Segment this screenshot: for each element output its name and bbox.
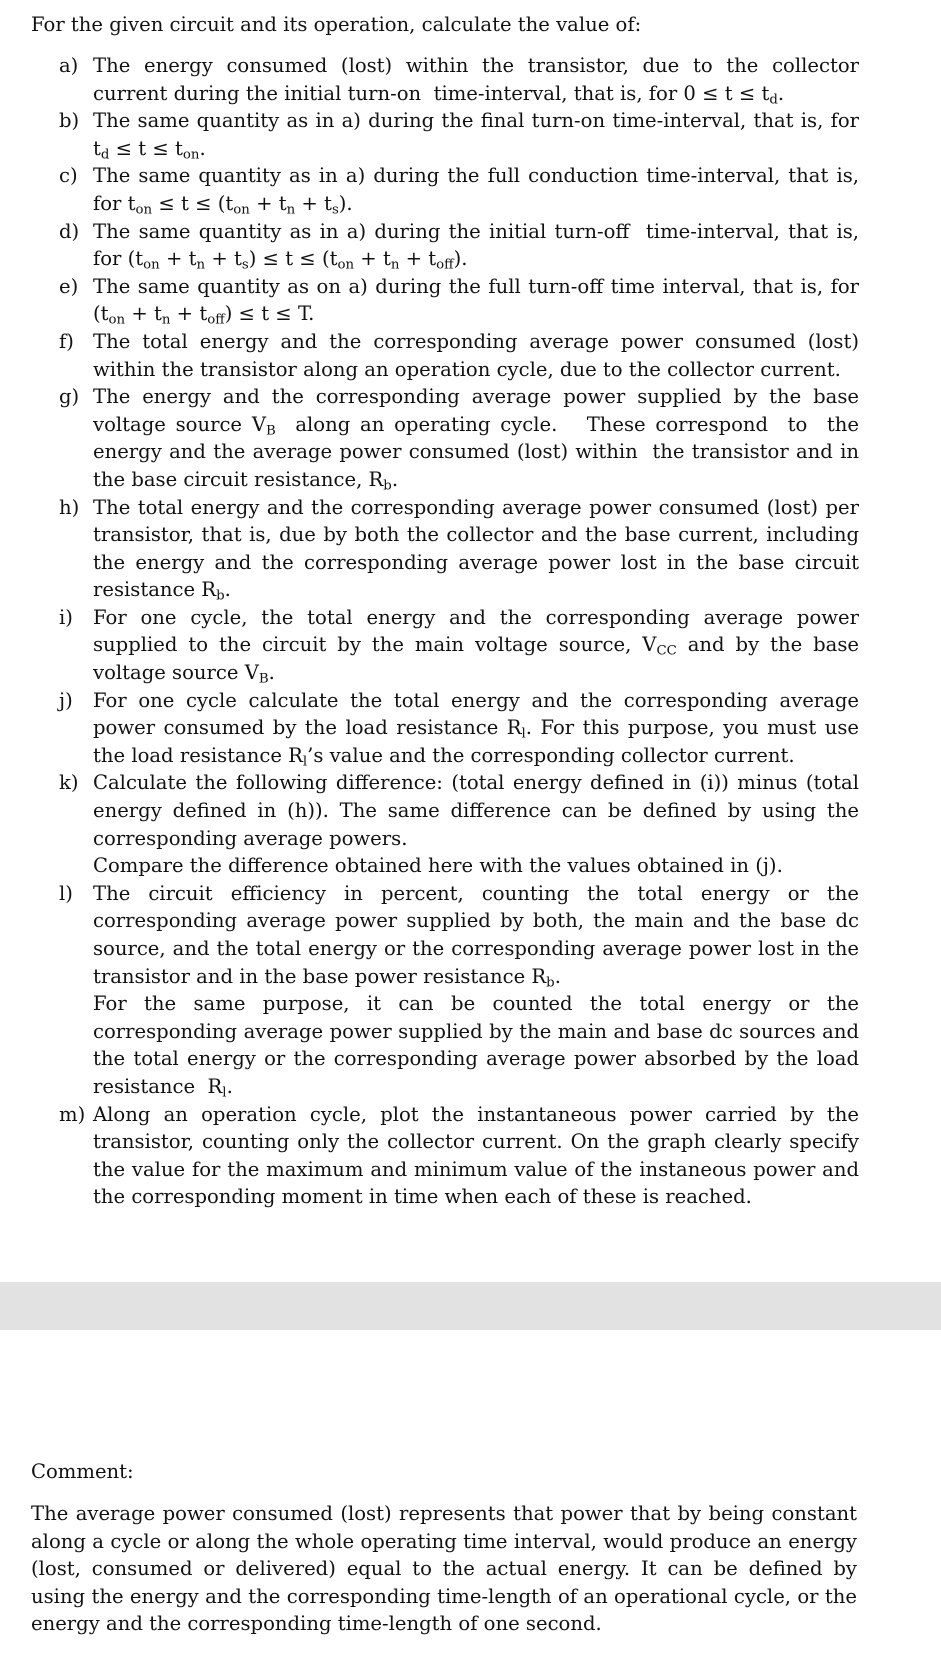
question-followup-text: For the same purpose, it can be counted the total energy or the corresponding average power supplied by the main and base dc sources and the total energy or the corresponding average power absorbed by the load resistance $R_l$. (93, 992, 859, 1101)
question-text: Along an operation cycle, plot the instantaneous power carried by the transistor, counting only the collector current. On the graph clearly specify the value for the maximum and minimum value of the instaneous power and the corresponding moment in time when each of these is reached. (93, 1102, 859, 1209)
question-letter: g) (59, 385, 80, 409)
question-item (59, 273, 859, 328)
question-text: The total energy and the corresponding average power consumed (lost) within the transistor along an operation cycle, due to the collector current. (93, 329, 859, 381)
question-text: For one cycle, the total energy and the corresponding average power supplied to the circuit by the main voltage source, $V_{CC}$ and by the base voltage source $V_B$. (93, 605, 859, 687)
question-item (59, 107, 859, 162)
question-item (59, 218, 859, 273)
comment-text: The average power consumed (lost) represents that power that by being constant along a cycle or along the whole operating time interval, would produce an energy (lost, consumed or delivered) equal to the actual energy. It can be defined by using the energy and the corresponding time-length of an operational cycle, or the energy and the corresponding time-length of one second. (31, 1502, 857, 1636)
question-letter: f) (59, 329, 74, 353)
question-letter: a) (59, 54, 79, 77)
question-letter: i) (59, 605, 73, 629)
question-item (59, 687, 859, 770)
question-letter: h) (59, 495, 80, 519)
question-text: For one cycle calculate the total energy and the corresponding average power consumed by the load resistance $R_l$. For this purpose, you must use the load resistance $R_l’s$ value and the corresponding collector current. (93, 688, 859, 770)
question-text: The energy and the corresponding average power supplied by the base voltage source $V_B$ along an operating cycle. These correspond to the energy and the average power consumed (lost) within the transistor and in the base circuit resistance, $R_b$. (93, 385, 859, 494)
question-letter: j) (59, 688, 73, 712)
question-item (59, 604, 859, 687)
question-text: The total energy and the corresponding average power consumed (lost) per transistor, that is, due by both the collector and the base current, including the energy and the corresponding average power lost in the base circuit resistance $R_b$. (93, 495, 859, 604)
question-item (59, 162, 859, 217)
question-item (59, 880, 859, 1101)
question-item (59, 383, 859, 493)
question-text: The same quantity as on a) during the full turn-off time interval, that is, for $(t_{on} + t_n + t_{off}) \le t \le T$. (93, 274, 859, 329)
comment-title: Comment: (31, 1460, 134, 1483)
question-letter: e) (59, 274, 79, 298)
question-text: The circuit efficiency in percent, counting the total energy or the corresponding average power supplied by both, the main and the base dc source, and the total energy or the corresponding average power lost in the transistor and in the base power resistance $R_b$. (93, 881, 859, 991)
question-item (59, 769, 859, 879)
question-item (59, 1101, 859, 1211)
question-text: The same quantity as in a) during the full conduction time-interval, that is, for $t_{on} \le t \le (t_{on} + t_n + t_s)$. (93, 164, 859, 218)
question-letter: c) (59, 164, 78, 188)
question-item (59, 494, 859, 604)
question-item (59, 52, 859, 107)
question-letter: b) (59, 109, 80, 133)
question-text: The energy consumed (lost) within the transistor, due to the collector current during the initial turn-on time-interval, that is, for $0 \le t \le t_d$. (93, 54, 859, 108)
question-letter: k) (59, 771, 79, 795)
question-text: Calculate the following difference: (total energy defined in (i)) minus (total energy defined in (h)). The same difference can be defined by using the corresponding average powers. (93, 771, 859, 850)
question-letter: d) (59, 219, 80, 243)
gray-divider-band (0, 1282, 941, 1330)
question-letter: m) (59, 1102, 86, 1126)
question-followup-text: Compare the difference obtained here with the values obtained in (j). (93, 854, 783, 878)
question-text: The same quantity as in a) during the final turn-on time-interval, that is, for $t_d \le t \le t_{on}$. (93, 109, 859, 163)
question-letter: l) (59, 881, 73, 905)
question-list (59, 52, 859, 1211)
intro-text: For the given circuit and its operation, calculate the value of: (31, 13, 642, 36)
question-text: The same quantity as in a) during the initial turn-off time-interval, that is, for $(t_{on} + t_n + t_s) \le t \le (t_{on} + t_n + t_{off})$. (93, 219, 859, 273)
question-item (59, 328, 859, 383)
